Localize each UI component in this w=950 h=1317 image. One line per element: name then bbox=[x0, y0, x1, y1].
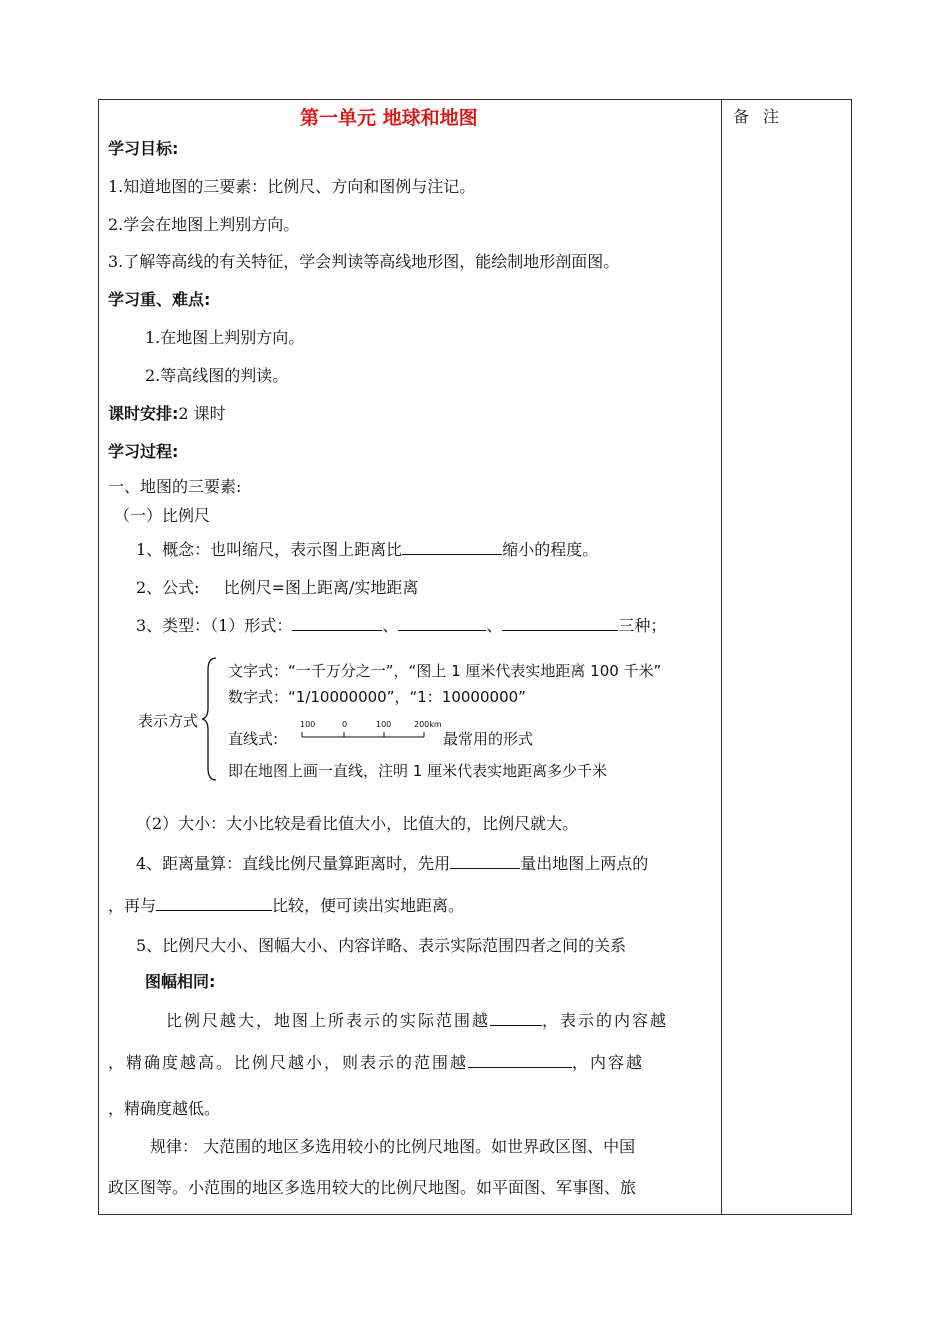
rule-line: 政区图等。小范围的地区多选用较大的比例尺地图。如平面图、军事图、旅 bbox=[108, 1178, 637, 1197]
formula-label: 2、公式: bbox=[136, 578, 200, 597]
text-form: 文字式：“一千万分之一”，“图上 1 厘米代表实地距离 100 千米” bbox=[228, 662, 662, 680]
types-blank bbox=[292, 616, 382, 631]
paragraph-line bbox=[166, 1008, 668, 1031]
types-blank bbox=[502, 616, 618, 631]
scale-line-icon bbox=[296, 730, 436, 742]
line-form-note: 最常用的形式 bbox=[443, 730, 534, 748]
paragraph-text-end: ，表示的内容越 bbox=[542, 1011, 669, 1030]
measure-text: 4、距离量算：直线比例尺量算距离时，先用 bbox=[136, 854, 451, 873]
schedule-line bbox=[108, 401, 226, 424]
formula-line bbox=[136, 575, 418, 598]
paragraph-line: ，精确度越低。 bbox=[108, 1099, 221, 1118]
measure-text-2-end: 比较，便可读出实地距离。 bbox=[272, 896, 465, 915]
paragraph-blank bbox=[490, 1011, 542, 1026]
scale-tick-label: 0 bbox=[342, 720, 348, 729]
objective-item: 2.学会在地图上判别方向。 bbox=[108, 215, 300, 234]
measure-text-end: 量出地图上两点的 bbox=[520, 854, 649, 873]
concept-blank bbox=[402, 540, 502, 555]
rule-line: 规律： 大范围的地区多选用较小的比例尺地图。如世界政区图、中国 bbox=[150, 1137, 636, 1156]
section-heading: 一、地图的三要素: bbox=[108, 477, 242, 496]
paragraph-text: ，精确度越高。比例尺越小，则表示的范围越 bbox=[108, 1053, 469, 1072]
concept-text-end: 缩小的程度。 bbox=[502, 540, 599, 559]
numeric-form: 数字式：“1/10000000”，“1：10000000” bbox=[228, 688, 526, 706]
notes-column-header: 备注 bbox=[733, 107, 794, 126]
types-separator: 、 bbox=[486, 616, 503, 635]
paragraph-line bbox=[108, 1050, 644, 1073]
schedule-value: 2 课时 bbox=[178, 404, 226, 423]
key-points-heading: 学习重、难点: bbox=[108, 290, 211, 309]
types-text-end: 三种； bbox=[618, 616, 667, 635]
diagram-label: 表示方式 bbox=[138, 712, 199, 730]
key-point-item: 2.等高线图的判读。 bbox=[145, 366, 289, 385]
measure-blank-2 bbox=[156, 896, 272, 911]
measure-line-2 bbox=[108, 893, 464, 916]
line-form-label: 直线式: bbox=[228, 730, 279, 748]
paragraph-blank bbox=[468, 1053, 572, 1068]
scale-tick-label: 100 bbox=[376, 720, 392, 729]
paragraph-text: 比例尺越大，地图上所表示的实际范围越 bbox=[166, 1011, 491, 1030]
linear-scale-bar bbox=[296, 720, 442, 744]
notes-column-divider bbox=[721, 99, 722, 1215]
formula-text: 比例尺=图上距离/实地距离 bbox=[223, 578, 419, 597]
same-size-heading: 图幅相同: bbox=[145, 972, 216, 991]
measure-line bbox=[136, 851, 648, 874]
paragraph-text-end: ，内容越 bbox=[572, 1053, 645, 1072]
concept-line bbox=[136, 537, 598, 560]
scale-forms-diagram bbox=[138, 654, 698, 784]
brace-icon bbox=[200, 656, 220, 782]
measure-blank bbox=[450, 854, 520, 869]
concept-text: 1、概念：也叫缩尺，表示图上距离比 bbox=[136, 540, 403, 559]
subsection-heading: （一）比例尺 bbox=[114, 506, 211, 525]
schedule-label: 课时安排: bbox=[108, 404, 179, 423]
objective-item: 1.知道地图的三要素：比例尺、方向和图例与注记。 bbox=[108, 177, 476, 196]
page-title: 第一单元 地球和地图 bbox=[300, 107, 478, 129]
size-line: （2）大小：大小比较是看比值大小，比值大的，比例尺就大。 bbox=[136, 814, 579, 833]
types-separator: 、 bbox=[382, 616, 399, 635]
key-point-item: 1.在地图上判别方向。 bbox=[145, 328, 305, 347]
types-blank bbox=[398, 616, 486, 631]
scale-tick-label: 200km bbox=[414, 720, 442, 729]
objectives-heading: 学习目标: bbox=[108, 139, 179, 158]
objective-item: 3.了解等高线的有关特征，学会判读等高线地形图，能绘制地形剖面图。 bbox=[108, 252, 620, 271]
process-heading: 学习过程: bbox=[108, 442, 179, 461]
scale-tick-label: 100 bbox=[300, 720, 316, 729]
measure-text-2: ，再与 bbox=[108, 896, 157, 915]
types-text: 3、类型：（1）形式： bbox=[136, 616, 293, 635]
relation-line: 5、比例尺大小、图幅大小、内容详略、表示实际范围四者之间的关系 bbox=[136, 936, 627, 955]
types-line bbox=[136, 613, 666, 636]
line-form-description: 即在地图上画一直线，注明 1 厘米代表实地距离多少千米 bbox=[228, 762, 608, 780]
